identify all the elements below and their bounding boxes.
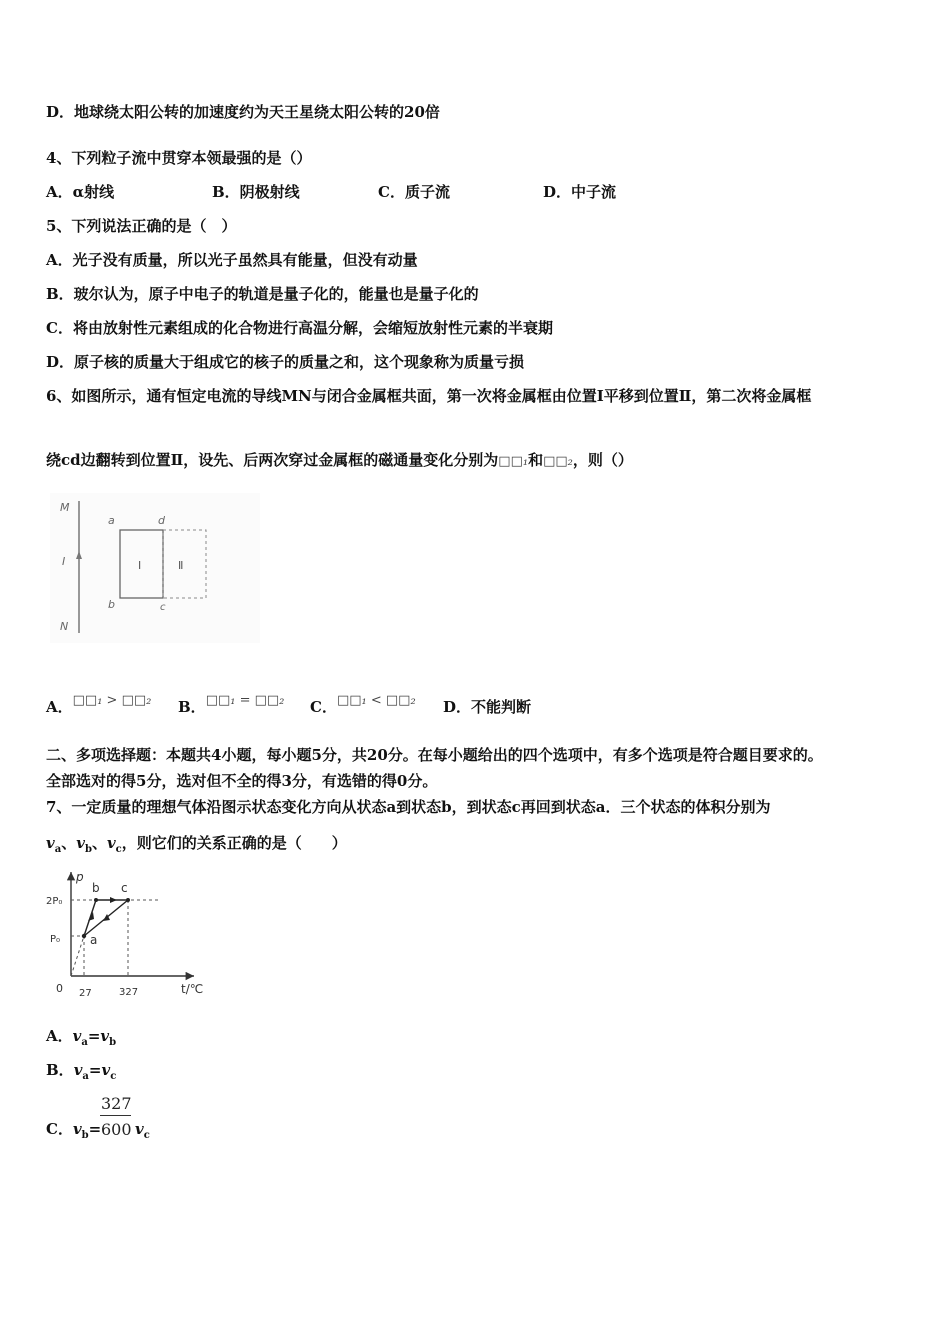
q7-pt-graph	[44, 866, 214, 1004]
label-b: b	[108, 598, 115, 611]
q7-va-sub: a	[54, 844, 62, 855]
q6-option-c-formula: □□₁ < □□₂	[336, 693, 416, 708]
q5-option-d: D．原子核的质量大于组成它的核子的质量之和，这个现象称为质量亏损	[46, 353, 525, 371]
q7-option-a-label: A．	[46, 1027, 73, 1045]
label-state-c: c	[121, 881, 128, 895]
q6-stem-text: 绕cd边翻转到位置Ⅱ，设先、后两次穿过金属框的磁通量变化分别为	[46, 451, 499, 469]
q4-stem: 4、下列粒子流中贯穿本领最强的是（）	[46, 149, 312, 167]
q7-b-eq: =	[88, 1061, 102, 1079]
q4-option-c: C．质子流	[378, 183, 450, 201]
label-t327: 327	[119, 987, 139, 998]
q7-option-c-vc	[135, 1119, 150, 1146]
isochore-extension	[71, 936, 84, 976]
q7-b-v2: v	[101, 1061, 111, 1079]
fraction-numerator: 327	[101, 1094, 132, 1113]
label-M: M	[60, 501, 70, 514]
q6-stem-end: ，则（）	[572, 451, 633, 469]
q5-stem: 5、下列说法正确的是（ ）	[46, 217, 237, 235]
label-state-a: a	[90, 933, 98, 947]
label-t27: 27	[79, 988, 92, 999]
q3-option-d: D．地球绕太阳公转的加速度约为天王星绕太阳公转的20倍	[46, 103, 440, 121]
section2-line1: 二、多项选择题：本题共4小题，每小题5分，共20分。在每小题给出的四个选项中，有多个选项是符合题目要求的。	[46, 746, 823, 764]
q4-option-a: A．α射线	[46, 183, 115, 201]
q5-option-c: C．将由放射性元素组成的化合物进行高温分解，会缩短放射性元素的半衰期	[46, 319, 553, 337]
q6-figure	[50, 493, 260, 643]
q6-option-d: D．不能判断	[443, 698, 532, 716]
q7-option-a	[46, 1026, 116, 1053]
q7-b-sub1: a	[82, 1071, 89, 1082]
q6-option-b-label: B．	[178, 698, 206, 716]
q7-a-sub2: b	[109, 1037, 117, 1048]
q5-option-b: B．玻尔认为，原子中电子的轨道是量子化的，能量也是量子化的	[46, 285, 479, 303]
label-p0: P₀	[50, 934, 61, 945]
state-b-point	[94, 898, 98, 902]
q7-option-b	[46, 1060, 116, 1087]
q7-vb-sub: b	[84, 844, 92, 855]
q7-vc: v	[106, 834, 116, 852]
q4-option-d: D．中子流	[543, 183, 617, 201]
label-pos1: Ⅰ	[138, 559, 142, 572]
q6-option-b-formula: □□₁ = □□₂	[205, 693, 285, 708]
label-t-axis: t/℃	[181, 982, 204, 996]
q7-c-v1: v	[72, 1120, 82, 1138]
q7-sep2: 、	[91, 834, 107, 852]
label-state-b: b	[92, 881, 100, 895]
label-p: p	[76, 870, 84, 884]
q7-stem-line1: 7、一定质量的理想气体沿图示状态变化方向从状态a到状态b，到状态c再回到状态a．三个状态的体积分别为	[46, 798, 771, 816]
q7-a-eq: =	[87, 1027, 101, 1045]
q7-c-sub2: c	[143, 1130, 150, 1141]
q6-option-a-label: A．	[46, 698, 73, 716]
section2-line2: 全部选对的得5分，选对但不全的得3分，有选错的得0分。	[46, 772, 438, 790]
q7-c-eq: =	[88, 1120, 102, 1138]
label-N: N	[60, 620, 69, 633]
q7-vc-sub: c	[115, 844, 122, 855]
q7-stem-line2	[46, 833, 347, 860]
q6-option-c	[310, 693, 416, 719]
label-zero: 0	[56, 982, 63, 995]
q7-option-c-label: C．	[46, 1120, 73, 1138]
q7-va: v	[46, 834, 55, 852]
q6-stem-line1: 6、如图所示，通有恒定电流的导线MN与闭合金属框共面，第一次将金属框由位置Ⅰ平移到位置Ⅱ，第二次将金属框	[46, 387, 812, 405]
q7-vb: v	[76, 834, 85, 852]
q6-option-a-formula: □□₁ > □□₂	[72, 693, 152, 708]
phi1-formula: □□₁	[498, 454, 529, 469]
label-pos2: Ⅱ	[178, 559, 184, 572]
state-c-point	[126, 898, 130, 902]
q7-b-sub2: c	[110, 1071, 117, 1082]
q6-stem-line2	[46, 450, 633, 472]
q7-sep1: 、	[61, 834, 77, 852]
phi2-formula: □□₂	[543, 454, 573, 469]
q5-option-a: A．光子没有质量，所以光子虽然具有能量，但没有动量	[46, 251, 418, 269]
state-a-point	[82, 934, 86, 938]
q6-option-c-label: C．	[310, 698, 337, 716]
label-a: a	[108, 514, 115, 527]
q7-a-sub1: a	[81, 1037, 88, 1048]
arrow-b-c-icon	[110, 897, 117, 903]
q7-c-v2: v	[135, 1120, 144, 1138]
q7-option-b-label: B．	[46, 1061, 74, 1079]
q7-a-v2: v	[100, 1027, 110, 1045]
label-c: c	[160, 602, 166, 613]
q7-option-c	[46, 1119, 101, 1146]
label-I: I	[62, 555, 66, 568]
fraction-bar	[100, 1115, 131, 1116]
q6-option-b	[178, 693, 285, 719]
q6-option-a	[46, 693, 152, 719]
q4-option-b: B．阴极射线	[212, 183, 300, 201]
q7-stem-end: ，则它们的关系正确的是（ ）	[121, 834, 347, 852]
q7-b-v1: v	[73, 1061, 83, 1079]
label-2p0: 2P₀	[46, 896, 63, 907]
label-d: d	[158, 514, 165, 527]
q7-a-v1: v	[72, 1027, 82, 1045]
q7-c-sub1: b	[81, 1130, 89, 1141]
fraction-denominator: 600	[101, 1120, 132, 1139]
q6-and: 和	[528, 451, 544, 469]
